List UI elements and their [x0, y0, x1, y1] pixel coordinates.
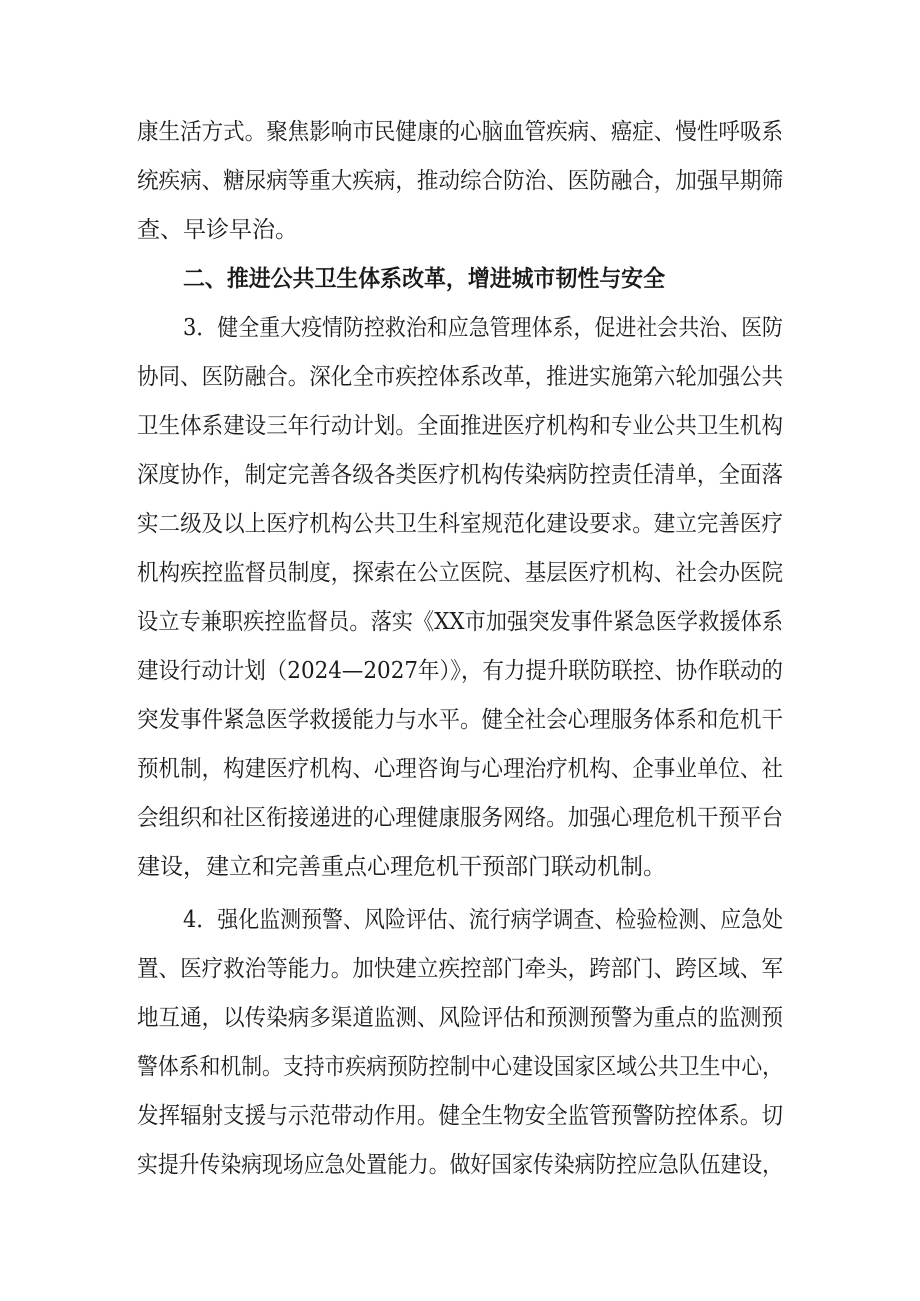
body-line: 预机制，构建医疗机构、心理咨询与心理治疗机构、企事业单位、社 — [137, 756, 783, 782]
body-line: 设立专兼职疾控监督员。落实《XX市加强突发事件紧急医学救援体系 — [137, 609, 783, 635]
body-line: 发挥辐射支援与示范带动作用。健全生物安全监管预警防控体系。切 — [137, 1103, 783, 1129]
paragraph-first-line: 3．健全重大疫情防控救治和应急管理体系，促进社会共治、医防 — [183, 315, 783, 341]
body-line: 地互通，以传染病多渠道监测、风险评估和预测预警为重点的监测预 — [137, 1005, 783, 1031]
paragraph-first-line: 4．强化监测预警、风险评估、流行病学调查、检验检测、应急处 — [183, 907, 783, 933]
body-line: 深度协作，制定完善各级各类医疗机构传染病防控责任清单，全面落 — [137, 462, 783, 488]
body-line: 查、早诊早治。 — [137, 217, 298, 243]
body-line: 突发事件紧急医学救援能力与水平。健全社会心理服务体系和危机干 — [137, 707, 783, 733]
body-line: 协同、医防融合。深化全市疾控体系改革，推进实施第六轮加强公共 — [137, 364, 783, 390]
body-line: 会组织和社区衔接递进的心理健康服务网络。加强心理危机干预平台 — [137, 805, 783, 831]
body-line: 警体系和机制。支持市疾病预防控制中心建设国家区域公共卫生中心， — [137, 1054, 783, 1080]
section-heading: 二、推进公共卫生体系改革，增进城市韧性与安全 — [183, 266, 665, 292]
body-line: 机构疾控监督员制度，探索在公立医院、基层医疗机构、社会办医院 — [137, 560, 783, 586]
body-line: 建设行动计划（2024—2027年）》，有力提升联防联控、协作联动的 — [137, 658, 783, 684]
body-line: 置、医疗救治等能力。加快建立疾控部门牵头，跨部门、跨区域、军 — [137, 956, 783, 982]
body-line: 康生活方式。聚焦影响市民健康的心脑血管疾病、癌症、慢性呼吸系 — [137, 119, 783, 145]
body-line: 建设，建立和完善重点心理危机干预部门联动机制。 — [137, 854, 666, 880]
body-line: 卫生体系建设三年行动计划。全面推进医疗机构和专业公共卫生机构 — [137, 413, 783, 439]
body-line: 统疾病、糖尿病等重大疾病，推动综合防治、医防融合，加强早期筛 — [137, 168, 783, 194]
body-line: 实提升传染病现场应急处置能力。做好国家传染病防控应急队伍建设， — [137, 1152, 783, 1178]
body-line: 实二级及以上医疗机构公共卫生科室规范化建设要求。建立完善医疗 — [137, 511, 783, 537]
